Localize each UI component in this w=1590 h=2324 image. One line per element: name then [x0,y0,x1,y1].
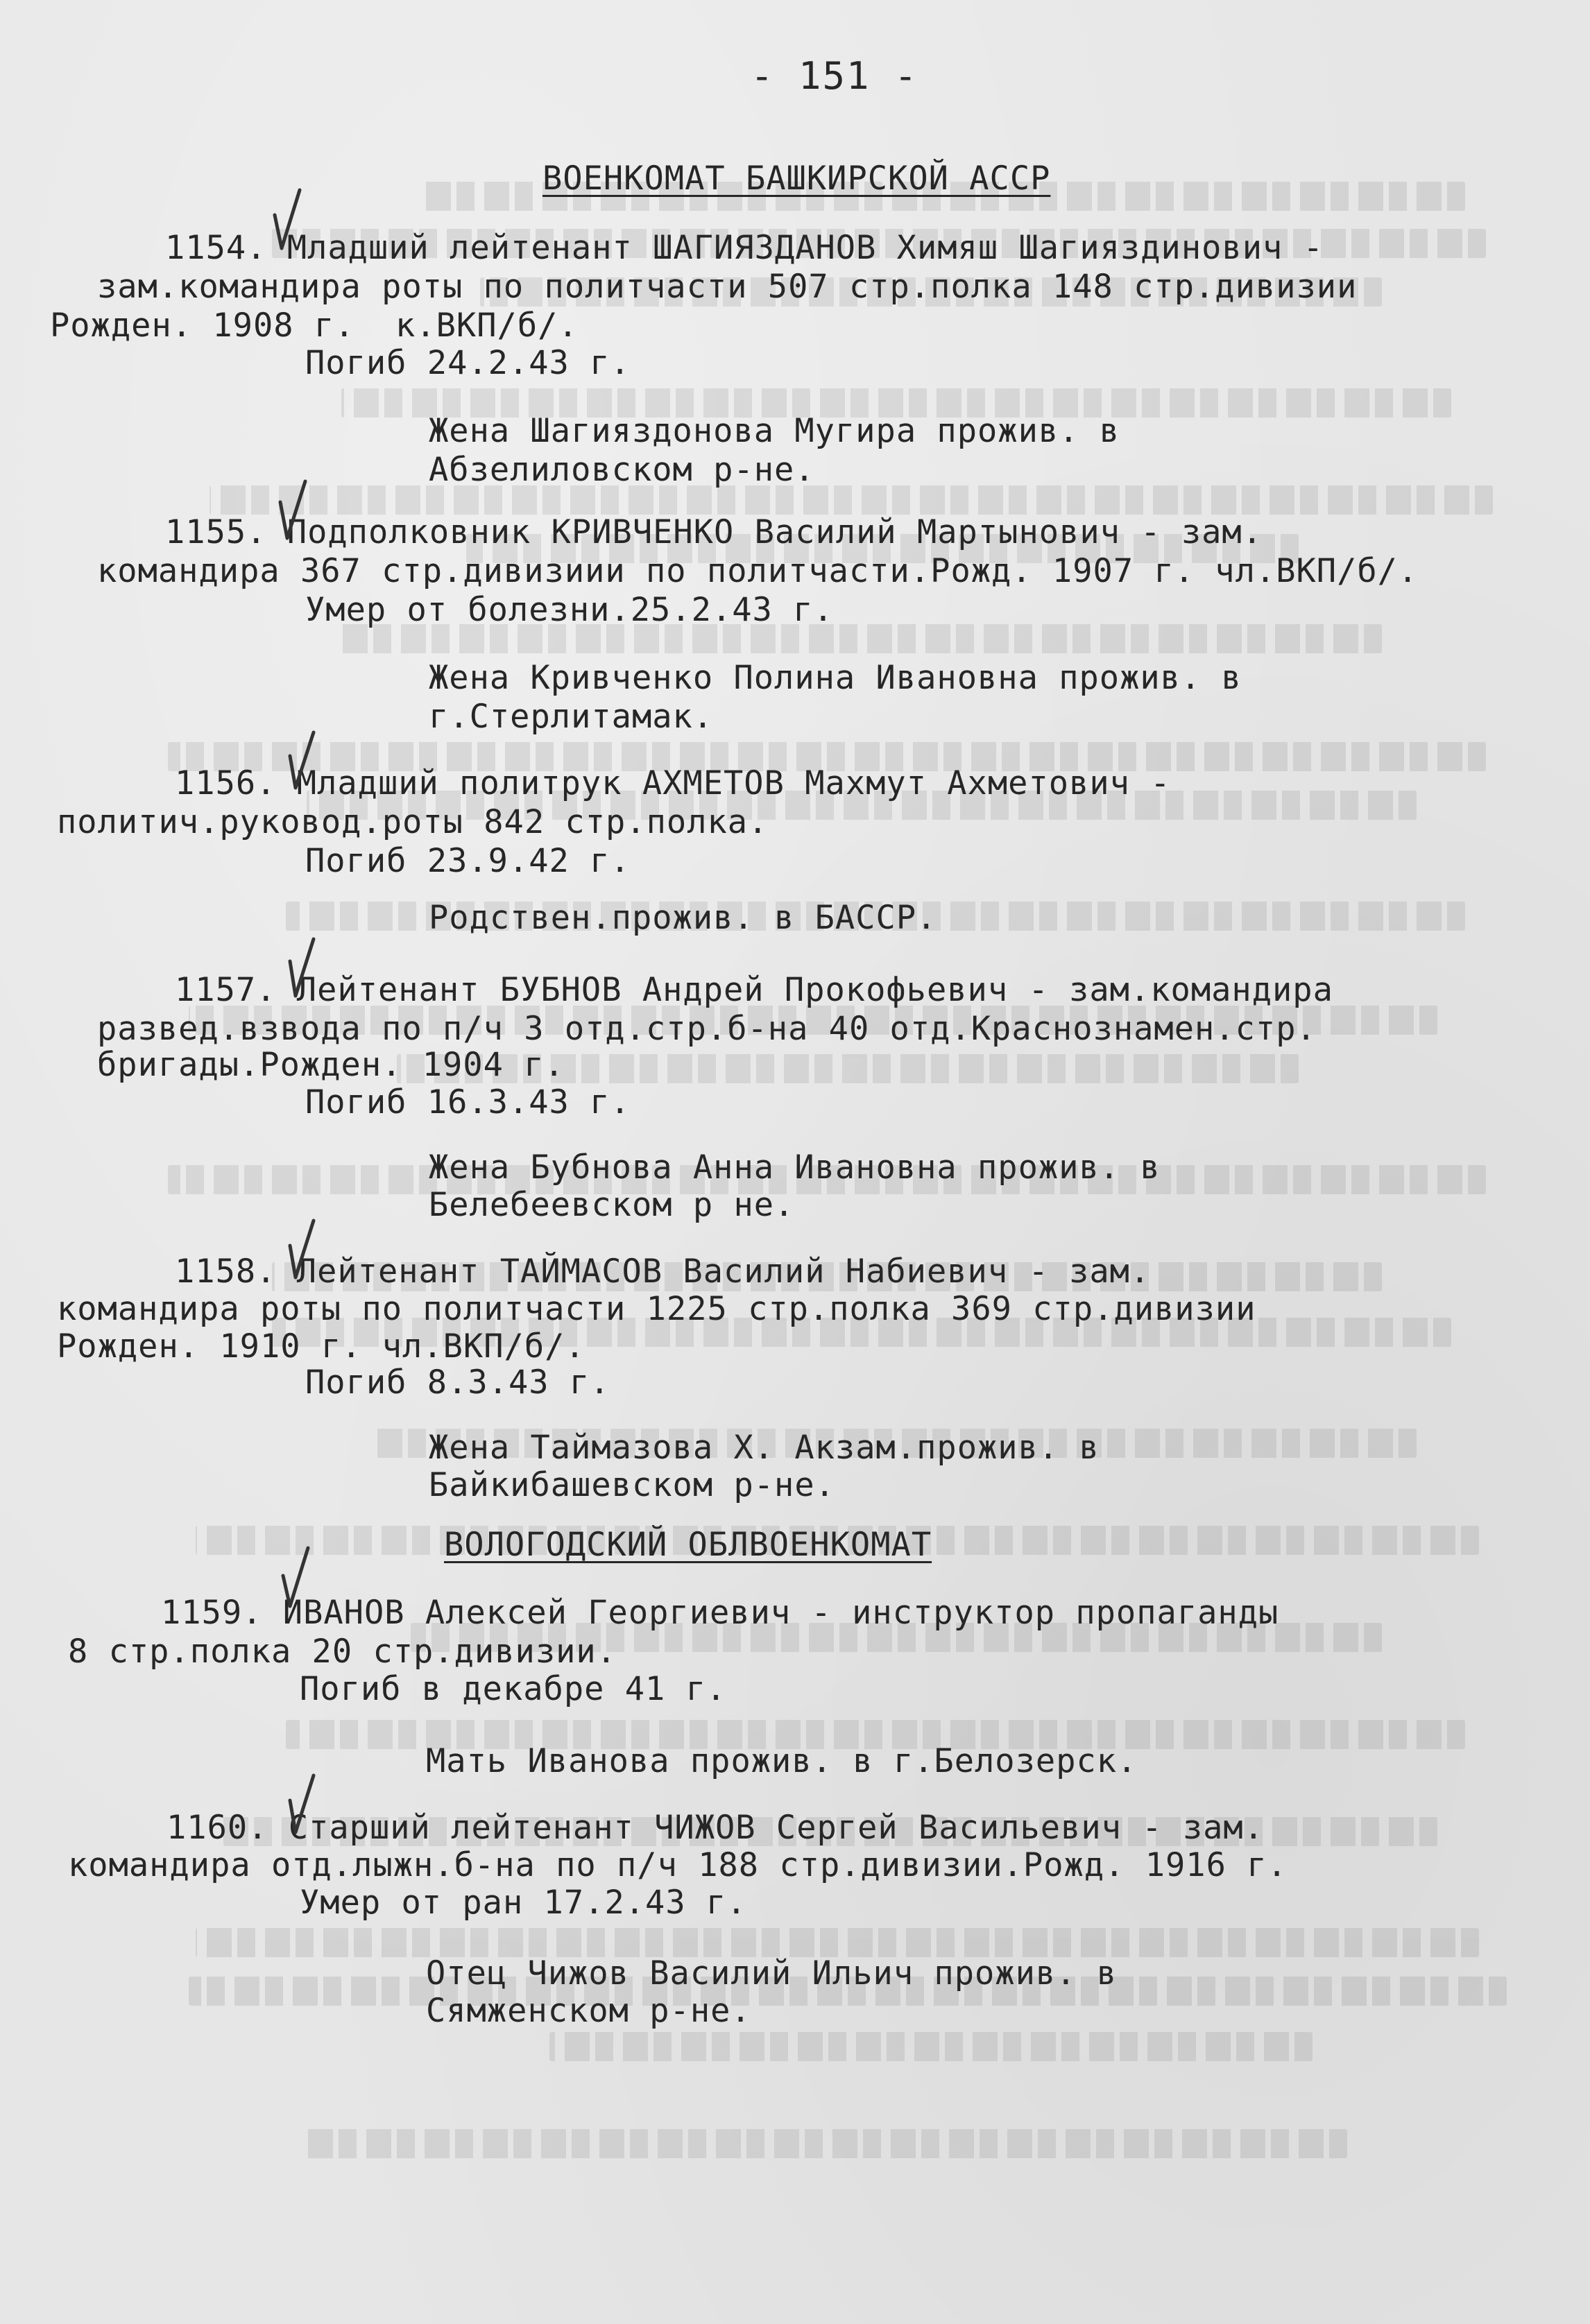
entry-1154-line-4: Погиб 24.2.43 г. [305,344,631,382]
entry-1158-relative-1: Жена Таймазова Х. Акзам.прожив. в [429,1429,1100,1467]
entry-1157-relative-1: Жена Бубнова Анна Ивановна прожив. в [429,1148,1161,1187]
entry-1160-line-1: 1160. Старший лейтенант ЧИЖОВ Сергей Васильевич - зам. [166,1809,1265,1847]
entry-1155-line-2: командира 367 стр.дивизиии по политчасти.Рожд. 1907 г. чл.ВКП/б/. [97,552,1419,590]
entry-1158-line-1: 1158. Лейтенант ТАЙМАСОВ Василий Набиевич - зам. [175,1253,1151,1291]
entry-1154-line-2: зам.командира роты по политчасти 507 стр.полка 148 стр.дивизии [97,268,1358,306]
entry-1157-line-4: Погиб 16.3.43 г. [305,1083,631,1121]
entry-1160-line-2: командира отд.лыжн.б-на по п/ч 188 стр.дивизии.Рожд. 1916 г. [68,1846,1288,1884]
section-heading-bashkir: ВОЕНКОМАТ БАШКИРСКОЙ АССР [542,160,1051,198]
entry-1158-line-3: Рожден. 1910 г. чл.ВКП/б/. [57,1327,585,1366]
entry-1160-relative-1: Отец Чижов Василий Ильич прожив. в [426,1954,1118,1992]
entry-1160-line-3: Умер от ран 17.2.43 г. [300,1884,747,1922]
entry-1154-line-3: Рожден. 1908 г. к.ВКП/б/. [50,307,579,345]
entry-1155-line-1: 1155. Подполковник КРИВЧЕНКО Василий Мартынович - зам. [165,513,1263,551]
check-mark-icon [287,1218,318,1280]
entry-1155-relative-1: Жена Кривченко Полина Ивановна прожив. в [429,659,1242,697]
check-mark-icon [287,936,318,999]
check-mark-icon [277,479,308,541]
check-mark-icon [272,189,302,251]
entry-1156-line-3: Погиб 23.9.42 г. [305,842,631,880]
entry-1159-line-2: 8 стр.полка 20 стр.дивизии. [68,1633,617,1671]
entry-1155-line-3: Умер от болезни.25.2.43 г. [305,591,834,629]
section-heading-vologda: ВОЛОГОДСКИЙ ОБЛВОЕНКОМАТ [444,1526,932,1564]
entry-1159-line-3: Погиб в декабре 41 г. [300,1670,727,1708]
entry-1154-relative-2: Абзелиловском р-не. [429,451,815,489]
entry-1156-line-1: 1156. Младший политрук АХМЕТОВ Махмут Ахметович - [175,764,1171,802]
check-mark-icon [287,1773,318,1835]
page-number: - 151 - [751,54,918,98]
entry-1156-line-2: политич.руковод.роты 842 стр.полка. [57,803,769,841]
entry-1156-relative-1: Родствен.прожив. в БАССР. [429,899,937,937]
entry-1158-line-2: командира роты по политчасти 1225 стр.полка 369 стр.дивизии [57,1290,1256,1328]
entry-1155-relative-2: г.Стерлитамак. [429,698,714,736]
check-mark-icon [280,1547,311,1609]
entry-1154-line-1: 1154. Младший лейтенант ШАГИЯЗДАНОВ Химяш Шагияздинович - [165,229,1324,267]
entry-1157-line-3: бригады.Рожден. 1904 г. [97,1046,565,1084]
entry-1154-relative-1: Жена Шагияздонова Мугира прожив. в [429,412,1120,450]
entry-1158-line-4: Погиб 8.3.43 г. [305,1363,610,1402]
entry-1158-relative-2: Байкибашевском р-не. [429,1466,835,1504]
entry-1160-relative-2: Сямженском р-не. [426,1992,751,2030]
check-mark-icon [287,728,318,791]
entry-1159-relative-1: Мать Иванова прожив. в г.Белозерск. [426,1742,1138,1780]
entry-1159-line-1: 1159. ИВАНОВ Алексей Георгиевич - инструктор пропаганды [161,1594,1279,1632]
entry-1157-line-2: развед.взвода по п/ч 3 отд.стр.б-на 40 отд.Краснознамен.стр. [97,1010,1317,1048]
entry-1157-line-1: 1157. Лейтенант БУБНОВ Андрей Прокофьевич - зам.командира [175,971,1333,1009]
entry-1157-relative-2: Белебеевском р не. [429,1186,795,1224]
